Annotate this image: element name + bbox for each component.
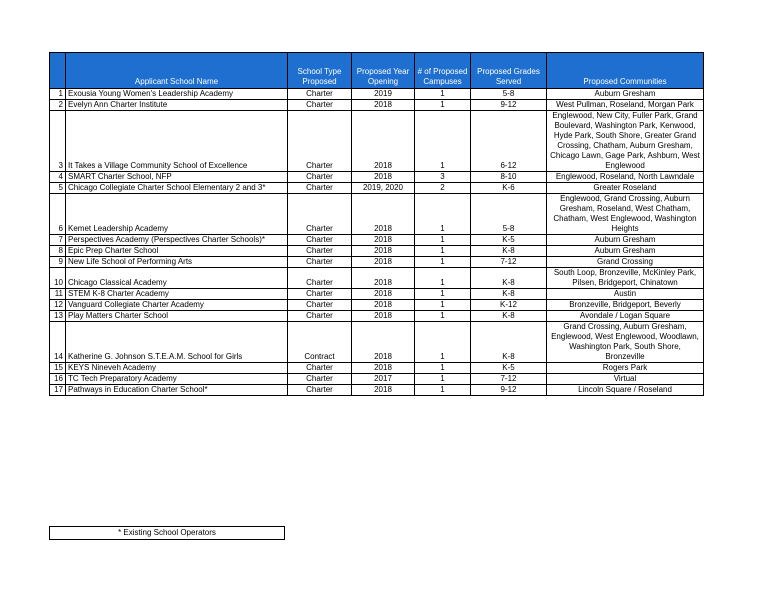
applicant-name-cell: Pathways in Education Charter School* — [66, 385, 288, 396]
grades-served-cell: K-6 — [471, 183, 547, 194]
year-opening-cell: 2018 — [352, 111, 415, 172]
applicant-name-cell: Kemet Leadership Academy — [66, 194, 288, 235]
campus-count-cell: 1 — [415, 322, 471, 363]
table-row — [50, 172, 704, 183]
communities-cell: Virtual — [547, 374, 704, 385]
school-type-cell: Charter — [288, 89, 352, 100]
grades-served-cell: 7-12 — [471, 374, 547, 385]
year-opening-cell: 2017 — [352, 374, 415, 385]
table-row — [50, 300, 704, 311]
row-number-cell: 4 — [50, 172, 66, 183]
table-row — [50, 183, 704, 194]
communities-cell: Auburn Gresham — [547, 246, 704, 257]
table-row — [50, 100, 704, 111]
applicant-name-cell: STEM K-8 Charter Academy — [66, 289, 288, 300]
applicant-name-cell: It Takes a Village Community School of Excellence — [66, 111, 288, 172]
applicant-name-cell: Play Matters Charter School — [66, 311, 288, 322]
row-number-cell: 6 — [50, 194, 66, 235]
row-number-cell: 12 — [50, 300, 66, 311]
year-opening-cell: 2019 — [352, 89, 415, 100]
header-communities: Proposed Communities — [547, 53, 704, 89]
campus-count-cell: 3 — [415, 172, 471, 183]
communities-cell: South Loop, Bronzeville, McKinley Park, Pilsen, Bridgeport, Chinatown — [547, 268, 704, 289]
year-opening-cell: 2019, 2020 — [352, 183, 415, 194]
grades-served-cell: 5-8 — [471, 89, 547, 100]
year-opening-cell: 2018 — [352, 289, 415, 300]
grades-served-cell: 6-12 — [471, 111, 547, 172]
applicants-table — [49, 52, 704, 396]
school-type-cell: Charter — [288, 246, 352, 257]
school-type-cell: Charter — [288, 194, 352, 235]
school-type-cell: Contract — [288, 322, 352, 363]
communities-cell: Greater Roseland — [547, 183, 704, 194]
table-row — [50, 268, 704, 289]
table-row — [50, 311, 704, 322]
grades-served-cell: K-8 — [471, 322, 547, 363]
row-number-cell: 15 — [50, 363, 66, 374]
row-number-cell: 3 — [50, 111, 66, 172]
grades-served-cell: K-8 — [471, 246, 547, 257]
row-number-cell: 10 — [50, 268, 66, 289]
applicants-table-wrapper — [49, 52, 704, 396]
school-type-cell: Charter — [288, 111, 352, 172]
grades-served-cell: K-8 — [471, 289, 547, 300]
year-opening-cell: 2018 — [352, 268, 415, 289]
table-row — [50, 246, 704, 257]
table-row — [50, 111, 704, 172]
row-number-cell: 11 — [50, 289, 66, 300]
row-number-cell: 8 — [50, 246, 66, 257]
communities-cell: Auburn Gresham — [547, 235, 704, 246]
table-row — [50, 374, 704, 385]
campus-count-cell: 1 — [415, 311, 471, 322]
year-opening-cell: 2018 — [352, 172, 415, 183]
header-campuses: # of Proposed Campuses — [415, 53, 471, 89]
row-number-cell: 2 — [50, 100, 66, 111]
row-number-cell: 13 — [50, 311, 66, 322]
footnote-existing-operators: * Existing School Operators — [49, 526, 285, 540]
table-row — [50, 363, 704, 374]
applicant-name-cell: SMART Charter School, NFP — [66, 172, 288, 183]
campus-count-cell: 1 — [415, 89, 471, 100]
communities-cell: West Pullman, Roseland, Morgan Park — [547, 100, 704, 111]
applicant-name-cell: Exousia Young Women's Leadership Academy — [66, 89, 288, 100]
communities-cell: Austin — [547, 289, 704, 300]
table-row — [50, 289, 704, 300]
table-row — [50, 235, 704, 246]
table-row — [50, 89, 704, 100]
row-number-cell: 16 — [50, 374, 66, 385]
header-num — [50, 53, 66, 89]
table-row — [50, 385, 704, 396]
school-type-cell: Charter — [288, 183, 352, 194]
header-year-opening: Proposed Year Opening — [352, 53, 415, 89]
campus-count-cell: 1 — [415, 246, 471, 257]
school-type-cell: Charter — [288, 172, 352, 183]
year-opening-cell: 2018 — [352, 257, 415, 268]
table-row — [50, 257, 704, 268]
applicant-name-cell: TC Tech Preparatory Academy — [66, 374, 288, 385]
campus-count-cell: 1 — [415, 374, 471, 385]
year-opening-cell: 2018 — [352, 322, 415, 363]
campus-count-cell: 1 — [415, 289, 471, 300]
grades-served-cell: 5-8 — [471, 194, 547, 235]
row-number-cell: 7 — [50, 235, 66, 246]
campus-count-cell: 1 — [415, 100, 471, 111]
communities-cell: Rogers Park — [547, 363, 704, 374]
campus-count-cell: 1 — [415, 300, 471, 311]
school-type-cell: Charter — [288, 385, 352, 396]
grades-served-cell: K-8 — [471, 311, 547, 322]
communities-cell: Englewood, New City, Fuller Park, Grand Boulevard, Washington Park, Kenwood, Hyde Park, South Shore, Greater Grand Crossing, Chatham, Auburn Gresham, Chicago Lawn, Gage Park, Ashburn, West Englewood — [547, 111, 704, 172]
school-type-cell: Charter — [288, 257, 352, 268]
table-header-row — [50, 53, 704, 89]
campus-count-cell: 1 — [415, 194, 471, 235]
applicant-name-cell: Chicago Classical Academy — [66, 268, 288, 289]
table-row — [50, 194, 704, 235]
communities-cell: Englewood, Grand Crossing, Auburn Gresham, Roseland, West Chatham, Chatham, West Englewood, Washington Heights — [547, 194, 704, 235]
communities-cell: Auburn Gresham — [547, 89, 704, 100]
applicant-name-cell: Perspectives Academy (Perspectives Charter Schools)* — [66, 235, 288, 246]
table-body — [50, 89, 704, 396]
year-opening-cell: 2018 — [352, 300, 415, 311]
row-number-cell: 14 — [50, 322, 66, 363]
row-number-cell: 1 — [50, 89, 66, 100]
school-type-cell: Charter — [288, 100, 352, 111]
header-school-type: School Type Proposed — [288, 53, 352, 89]
communities-cell: Lincoln Square / Roseland — [547, 385, 704, 396]
applicant-name-cell: Evelyn Ann Charter Institute — [66, 100, 288, 111]
campus-count-cell: 2 — [415, 183, 471, 194]
applicant-name-cell: Vanguard Collegiate Charter Academy — [66, 300, 288, 311]
communities-cell: Grand Crossing — [547, 257, 704, 268]
table-row — [50, 322, 704, 363]
applicant-name-cell: New Life School of Performing Arts — [66, 257, 288, 268]
communities-cell: Avondale / Logan Square — [547, 311, 704, 322]
grades-served-cell: K-5 — [471, 235, 547, 246]
applicant-name-cell: Chicago Collegiate Charter School Elementary 2 and 3* — [66, 183, 288, 194]
year-opening-cell: 2018 — [352, 100, 415, 111]
row-number-cell: 17 — [50, 385, 66, 396]
school-type-cell: Charter — [288, 300, 352, 311]
campus-count-cell: 1 — [415, 385, 471, 396]
year-opening-cell: 2018 — [352, 246, 415, 257]
campus-count-cell: 1 — [415, 111, 471, 172]
grades-served-cell: K-8 — [471, 268, 547, 289]
year-opening-cell: 2018 — [352, 194, 415, 235]
applicant-name-cell: Epic Prep Charter School — [66, 246, 288, 257]
campus-count-cell: 1 — [415, 363, 471, 374]
grades-served-cell: K-5 — [471, 363, 547, 374]
campus-count-cell: 1 — [415, 257, 471, 268]
communities-cell: Englewood, Roseland, North Lawndale — [547, 172, 704, 183]
grades-served-cell: 7-12 — [471, 257, 547, 268]
year-opening-cell: 2018 — [352, 385, 415, 396]
campus-count-cell: 1 — [415, 268, 471, 289]
school-type-cell: Charter — [288, 235, 352, 246]
grades-served-cell: K-12 — [471, 300, 547, 311]
school-type-cell: Charter — [288, 311, 352, 322]
school-type-cell: Charter — [288, 374, 352, 385]
year-opening-cell: 2018 — [352, 363, 415, 374]
header-applicant-name: Applicant School Name — [66, 53, 288, 89]
row-number-cell: 5 — [50, 183, 66, 194]
row-number-cell: 9 — [50, 257, 66, 268]
applicant-name-cell: Katherine G. Johnson S.T.E.A.M. School for Girls — [66, 322, 288, 363]
school-type-cell: Charter — [288, 268, 352, 289]
header-grades: Proposed Grades Served — [471, 53, 547, 89]
year-opening-cell: 2018 — [352, 235, 415, 246]
grades-served-cell: 9-12 — [471, 385, 547, 396]
year-opening-cell: 2018 — [352, 311, 415, 322]
school-type-cell: Charter — [288, 289, 352, 300]
campus-count-cell: 1 — [415, 235, 471, 246]
communities-cell: Bronzeville, Bridgeport, Beverly — [547, 300, 704, 311]
school-type-cell: Charter — [288, 363, 352, 374]
grades-served-cell: 9-12 — [471, 100, 547, 111]
grades-served-cell: 8-10 — [471, 172, 547, 183]
communities-cell: Grand Crossing, Auburn Gresham, Englewood, West Englewood, Woodlawn, Washington Park, South Shore, Bronzeville — [547, 322, 704, 363]
applicant-name-cell: KEYS Nineveh Academy — [66, 363, 288, 374]
